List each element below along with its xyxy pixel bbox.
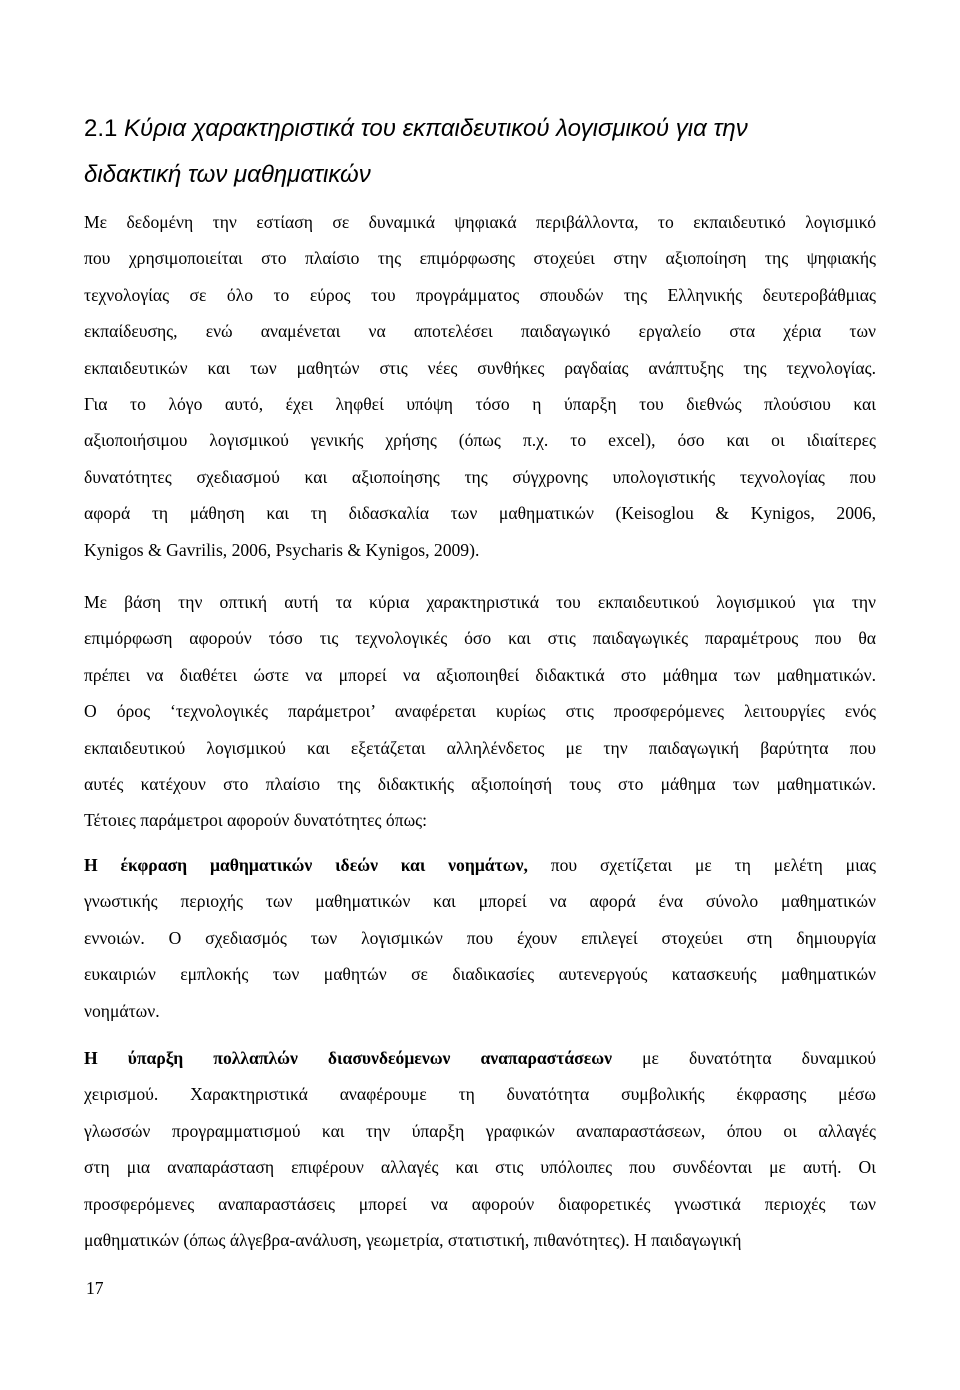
text-run: Με βάση την οπτική αυτή τα κύρια χαρακτηριστικά του εκπαιδευτικού λογισμικού για την bbox=[84, 592, 876, 612]
paragraph-intro bbox=[84, 204, 876, 568]
text-run: επιμόρφωση αφορούν τόσο τις τεχνολογικές όσο και στις παιδαγωγικές παραμέτρους που θα bbox=[84, 628, 876, 649]
text-line bbox=[84, 730, 876, 766]
text-line bbox=[84, 240, 876, 276]
text-run: γνωστικής περιοχής των μαθηματικών και μπορεί να αφορά ένα σύνολο μαθηματικών bbox=[84, 891, 876, 912]
text-line bbox=[84, 204, 876, 240]
text-line bbox=[84, 993, 876, 1029]
text-run: Ο όρος ‘τεχνολογικές παράμετροι’ αναφέρεται κυρίως στις προσφερόμενες λειτουργίες ενός bbox=[84, 701, 876, 722]
text-line bbox=[84, 1149, 876, 1185]
text-run: που σχετίζεται με τη μελέτη μιας bbox=[527, 855, 876, 875]
text-run: τεχνολογίας σε όλο το εύρος του προγράμματος σπουδών της Ελληνικής δευτεροβάθμιας bbox=[84, 284, 876, 305]
text-line bbox=[84, 386, 876, 422]
text-line bbox=[84, 766, 876, 802]
text-line bbox=[84, 802, 876, 838]
text-run: Με δεδομένη την εστίαση σε δυναμικά ψηφιακά περιβάλλοντα, το εκπαιδευτικό λογισμικό bbox=[84, 212, 876, 232]
text-run: πρέπει να διαθέτει ώστε να μπορεί να αξιοποιηθεί διδακτικά στο μάθημα των μαθηματικών. bbox=[84, 664, 876, 685]
text-run: χειρισμού. Χαρακτηριστικά αναφέρουμε τη δυνατότητα συμβολικής έκφρασης μέσω bbox=[84, 1084, 876, 1105]
text-line bbox=[84, 1186, 876, 1222]
text-line bbox=[84, 532, 876, 568]
text-run: Kynigos & Gavrilis, 2006, Psycharis & Kynigos, 2009). bbox=[84, 539, 480, 560]
text-run: αυτές κατέχουν στο πλαίσιο της διδακτικής αξιοποίησή τους στο μάθημα των μαθηματικών. bbox=[84, 773, 876, 794]
text-run: γλωσσών προγραμματισμού και την ύπαρξη γραφικών αναπαραστάσεων, όπου οι αλλαγές bbox=[84, 1120, 876, 1141]
text-run: εκπαίδευσης, ενώ αναμένεται να αποτελέσει παιδαγωγικό εργαλείο στα χέρια των bbox=[84, 321, 876, 342]
text-line bbox=[84, 313, 876, 349]
text-line bbox=[84, 847, 876, 883]
paragraph-representations bbox=[84, 1040, 876, 1258]
text-run: δυνατότητες σχεδιασμού και αξιοποίησης της σύγχρονης υπολογιστικής τεχνολογίας που bbox=[84, 466, 876, 487]
text-line bbox=[84, 422, 876, 458]
text-line bbox=[84, 350, 876, 386]
text-run: Για το λόγο αυτό, έχει ληφθεί υπόψη τόσο η ύπαρξη του διεθνώς πλούσιου και bbox=[84, 393, 876, 414]
text-line bbox=[84, 584, 876, 620]
section-number: 2.1 bbox=[84, 115, 118, 142]
heading-line-2: διδακτική των μαθηματικών bbox=[84, 161, 371, 188]
text-line bbox=[84, 693, 876, 729]
text-run: αφορά τη μάθηση και τη διδασκαλία των μαθηματικών (Keisoglou & Kynigos, 2006, bbox=[84, 503, 876, 524]
paragraph-expression bbox=[84, 847, 876, 1029]
text-run: στη μια αναπαράσταση επιφέρουν αλλαγές και στις υπόλοιπες που συνδέονται με αυτή. Οι bbox=[84, 1157, 876, 1178]
text-line bbox=[84, 657, 876, 693]
text-line bbox=[84, 495, 876, 531]
text-run: Τέτοιες παράμετροι αφορούν δυνατότητες όπως: bbox=[84, 810, 428, 831]
bold-term: Η ύπαρξη πολλαπλών διασυνδεόμενων αναπαραστάσεων bbox=[84, 1048, 612, 1068]
page-number: 17 bbox=[86, 1278, 104, 1298]
text-line bbox=[84, 1040, 876, 1076]
text-line bbox=[84, 883, 876, 919]
text-run: ευκαιριών εμπλοκής των μαθητών σε διαδικασίες αυτενεργούς κατασκευής μαθηματικών bbox=[84, 964, 876, 985]
text-line bbox=[84, 620, 876, 656]
paragraph-perspective bbox=[84, 584, 876, 839]
text-run: εννοιών. Ο σχεδιασμός των λογισμικών που έχουν επιλεγεί στοχεύει στη δημιουργία bbox=[84, 927, 876, 948]
text-run: προσφερόμενες αναπαραστάσεις μπορεί να αφορούν διαφορετικές γνωστικά περιοχές των bbox=[84, 1193, 876, 1214]
text-run: μαθηματικών (όπως άλγεβρα-ανάλυση, γεωμετρία, στατιστική, πιθανότητες). Η παιδαγωγική bbox=[84, 1229, 742, 1250]
text-line bbox=[84, 277, 876, 313]
text-line bbox=[84, 920, 876, 956]
text-run: εκπαιδευτικών και των μαθητών στις νέες συνθήκες ραγδαίας ανάπτυξης της τεχνολογίας. bbox=[84, 357, 876, 378]
heading-title-part-1: Κύρια χαρακτηριστικά του εκπαιδευτικού λογισμικού για την bbox=[124, 115, 748, 142]
text-run: αξιοποιήσιμου λογισμικού γενικής χρήσης (όπως π.χ. το excel), όσο και οι ιδιαίτερες bbox=[84, 430, 876, 451]
text-line bbox=[84, 1113, 876, 1149]
text-line bbox=[84, 956, 876, 992]
text-run: εκπαιδευτικού λογισμικού και εξετάζεται αλληλένδετος με την παιδαγωγική βαρύτητα που bbox=[84, 737, 876, 758]
text-run: με δυνατότητα δυναμικού bbox=[612, 1048, 876, 1068]
text-run: νοημάτων. bbox=[84, 1000, 160, 1021]
text-run: που χρησιμοποιείται στο πλαίσιο της επιμόρφωσης στοχεύει στην αξιοποίηση της ψηφιακής bbox=[84, 248, 876, 269]
text-line bbox=[84, 459, 876, 495]
heading-line-1 bbox=[84, 106, 884, 152]
section-heading bbox=[84, 106, 884, 198]
text-line bbox=[84, 1222, 876, 1258]
bold-term: Η έκφραση μαθηματικών ιδεών και νοημάτων, bbox=[84, 855, 528, 875]
text-line bbox=[84, 1076, 876, 1112]
